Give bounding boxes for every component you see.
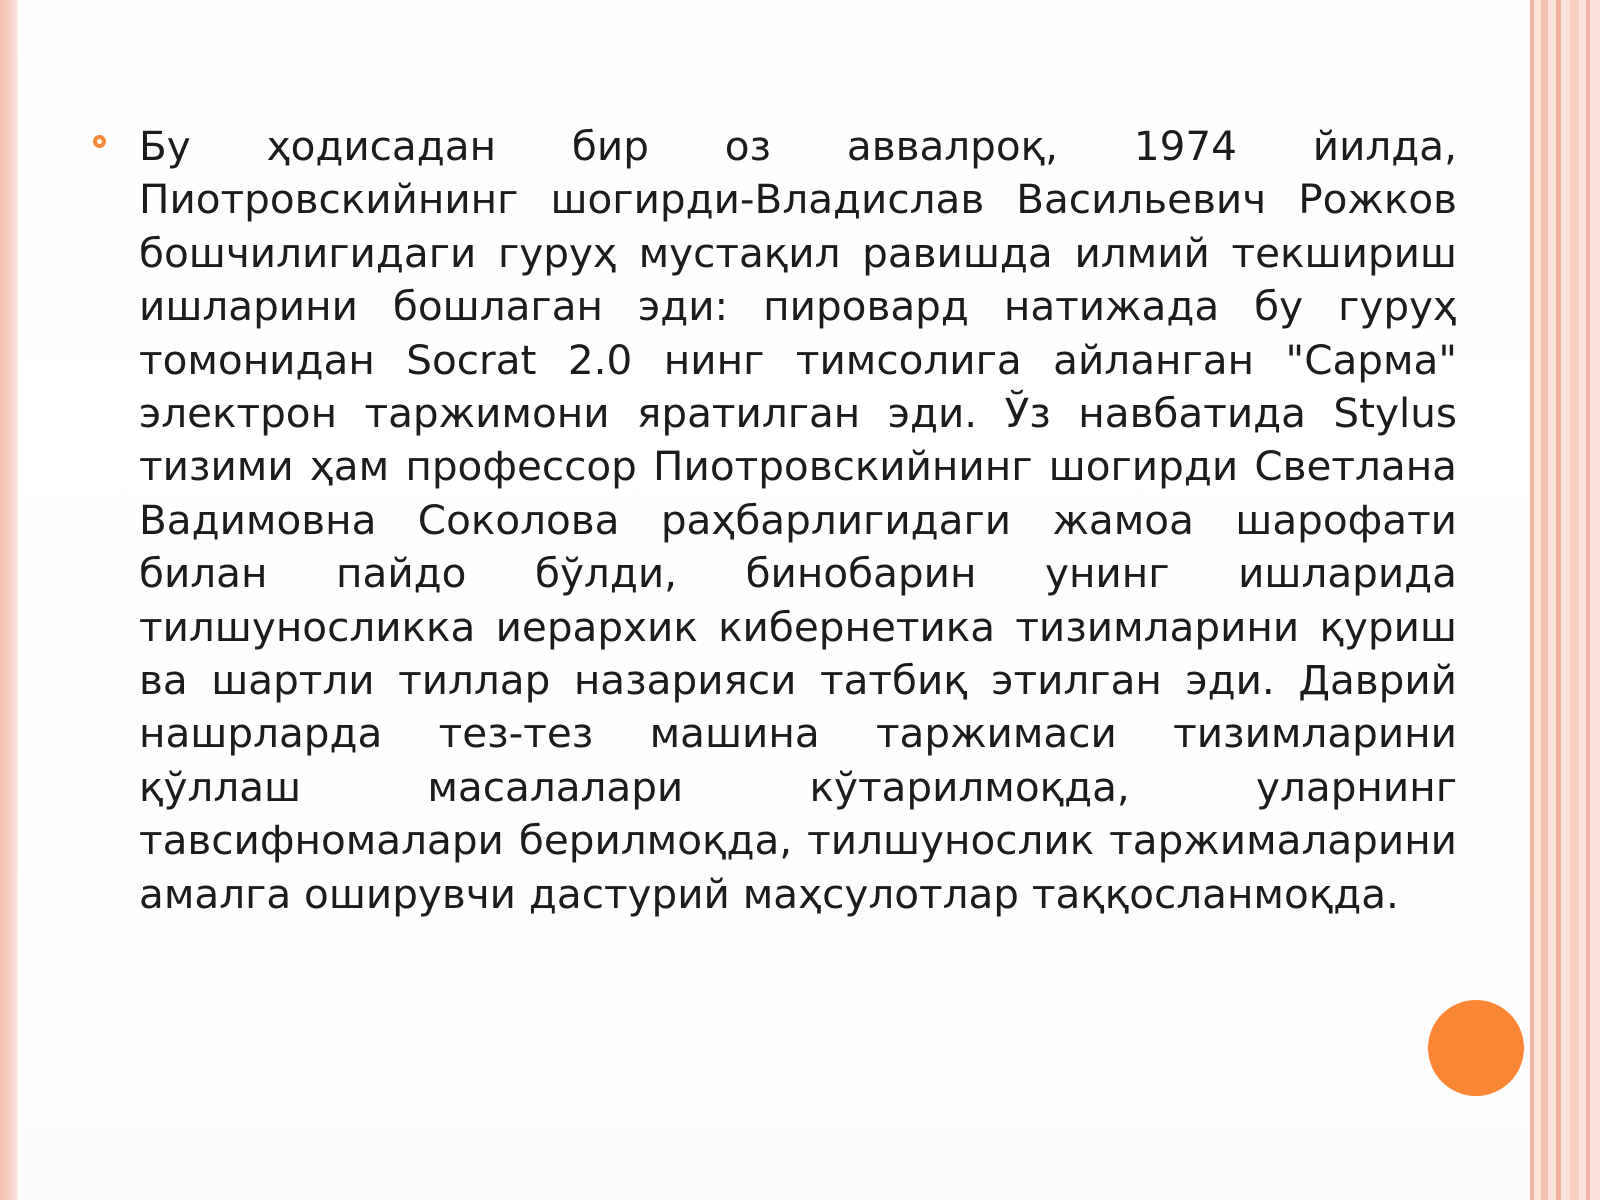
orange-dot-icon <box>1428 1000 1524 1096</box>
right-border-stripe <box>1530 0 1534 1200</box>
right-border-stripe <box>1556 0 1561 1200</box>
right-border-stripe <box>1541 0 1548 1200</box>
hollow-circle-bullet-icon <box>93 135 106 148</box>
right-border-stripe <box>1586 0 1590 1200</box>
right-border-stripe <box>1570 0 1579 1200</box>
bullet-paragraph: Бу ҳодисадан бир оз аввалроқ, 1974 йилда, Пиотровскийнинг шогирди-Владислав Васильевич Рожков бошчилигидаги гуруҳ мустақил равишда илмий текшириш ишларини бошлаган эди: пировард натижада бу гуруҳ томонидан Socrat 2.0 нинг тимсолига айланган "Сарма" электрон таржимони яратилган эди. Ўз навбатида Stylus тизими ҳам профессор Пиотровскийнинг шогирди Светлана Вадимовна Соколова раҳбарлигидаги жамоа шарофати билан пайдо бўлди, бинобарин унинг ишларида тилшуносликка иерархик кибернетика тизимларини қуриш ва шартли тиллар назарияси татбиқ этилган эди. Даврий нашрларда тез-тез машина таржимаси тизимларини қўллаш масалалари кўтарилмоқда, уларнинг тавсифномалари берилмоқда, тилшунослик таржималарини амалга оширувчи дастурий маҳсулотлар таққосланмоқда. <box>139 122 1457 918</box>
left-border-decoration <box>0 0 18 1200</box>
